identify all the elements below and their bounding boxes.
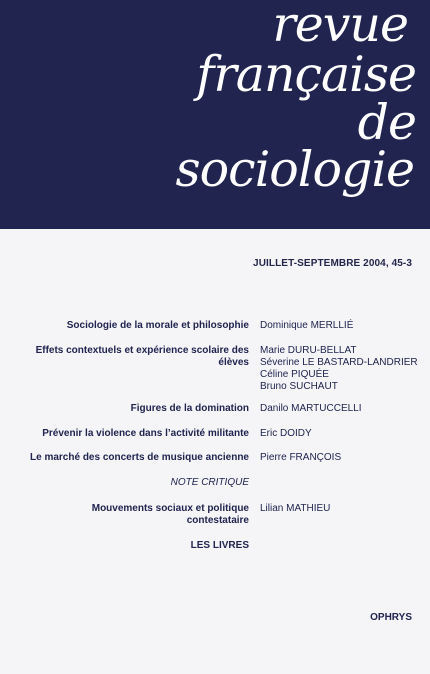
issue-date: JUILLET-SEPTEMBRE 2004, 45-3 — [253, 258, 412, 269]
publisher-name: OPHRYS — [370, 612, 412, 623]
author-name: Dominique MERLLIÉ — [260, 320, 354, 331]
author-name: Eric DOIDY — [260, 428, 312, 439]
title-band — [0, 0, 430, 229]
article-title: Figures de la domination — [130, 403, 249, 414]
article-authors — [260, 503, 425, 515]
author-name: Séverine LE BASTARD-LANDRIER — [260, 357, 418, 368]
article-title: Mouvements sociaux et politique contestataire — [91, 503, 249, 526]
section-note-critique: NOTE CRITIQUE — [170, 477, 249, 488]
article-authors — [260, 403, 425, 415]
section-books: LES LIVRES — [190, 540, 249, 551]
article-authors — [260, 320, 425, 332]
article-authors — [260, 345, 425, 393]
author-name: Lilian MATHIEU — [260, 503, 331, 514]
journal-title-line-2: française — [196, 46, 416, 103]
journal-title-line-3: de — [357, 94, 416, 151]
author-name: Céline PIQUÉE — [260, 369, 329, 380]
article-title: Le marché des concerts de musique ancienne — [30, 452, 249, 463]
author-name: Danilo MARTUCCELLI — [260, 403, 362, 414]
article-title: Effets contextuels et expérience scolaire des élèves — [35, 345, 249, 368]
journal-title-line-4: sociologie — [175, 141, 414, 198]
author-name: Bruno SUCHAUT — [260, 381, 338, 392]
article-title: Prévenir la violence dans l’activité militante — [42, 428, 249, 439]
article-title: Sociologie de la morale et philosophie — [66, 320, 249, 331]
article-authors — [260, 452, 425, 464]
author-name: Pierre FRANÇOIS — [260, 452, 342, 463]
article-authors — [260, 428, 425, 440]
author-name: Marie DURU-BELLAT — [260, 345, 357, 356]
journal-title-line-1: revue — [272, 0, 408, 53]
